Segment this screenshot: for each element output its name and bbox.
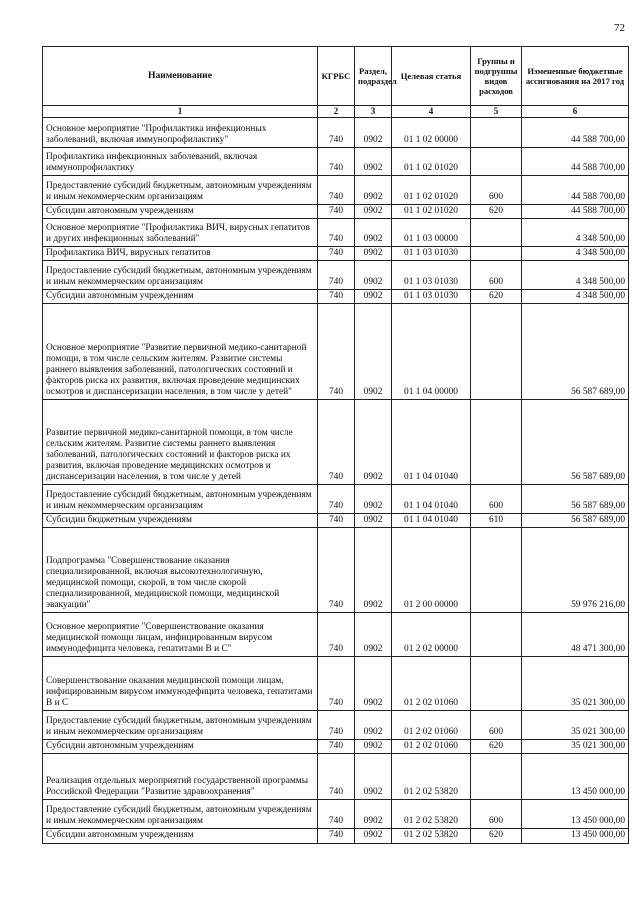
cell-name: Профилактика ВИЧ, вирусных гепатитов: [43, 247, 318, 261]
cell-section: 0902: [355, 118, 392, 148]
budget-table: [42, 46, 629, 844]
header-name: Наименование: [43, 47, 318, 106]
cell-article: 01 2 02 53820: [392, 800, 471, 829]
cell-section: 0902: [355, 514, 392, 528]
table-row: [43, 205, 629, 219]
table-row: [43, 485, 629, 514]
cell-amount: 35 021 300,00: [522, 711, 629, 740]
cell-amount: 4 348 500,00: [522, 247, 629, 261]
cell-amount: 13 450 000,00: [522, 800, 629, 829]
cell-kgrbs: 740: [318, 304, 355, 400]
header-group: Группы и подгруппы видов расходов: [471, 47, 522, 106]
cell-kgrbs: 740: [318, 290, 355, 304]
column-number: 6: [522, 106, 629, 118]
table-row: [43, 528, 629, 613]
cell-name: Субсидии автономным учреждениям: [43, 290, 318, 304]
cell-group: [471, 118, 522, 148]
cell-amount: 35 021 300,00: [522, 657, 629, 711]
cell-amount: 56 587 689,00: [522, 400, 629, 485]
header-row: [43, 47, 629, 106]
cell-name: Субсидии автономным учреждениям: [43, 829, 318, 843]
cell-section: 0902: [355, 290, 392, 304]
cell-amount: 48 471 300,00: [522, 613, 629, 657]
cell-article: 01 1 02 00000: [392, 118, 471, 148]
cell-group: 600: [471, 800, 522, 829]
cell-article: 01 1 04 01040: [392, 485, 471, 514]
cell-amount: 44 588 700,00: [522, 176, 629, 205]
cell-kgrbs: 740: [318, 400, 355, 485]
cell-article: 01 1 03 01030: [392, 261, 471, 290]
cell-kgrbs: 740: [318, 176, 355, 205]
cell-kgrbs: 740: [318, 118, 355, 148]
cell-name: Предоставление субсидий бюджетным, автономным учреждениям и иным некоммерческим организациям: [43, 261, 318, 290]
cell-article: 01 2 02 01060: [392, 740, 471, 754]
cell-kgrbs: 740: [318, 261, 355, 290]
cell-article: 01 1 02 01020: [392, 176, 471, 205]
cell-group: [471, 148, 522, 176]
cell-kgrbs: 740: [318, 514, 355, 528]
cell-section: 0902: [355, 219, 392, 247]
cell-kgrbs: 740: [318, 800, 355, 829]
cell-section: 0902: [355, 711, 392, 740]
cell-kgrbs: 740: [318, 740, 355, 754]
table-row: [43, 400, 629, 485]
cell-kgrbs: 740: [318, 829, 355, 843]
cell-amount: 59 976 216,00: [522, 528, 629, 613]
cell-name: Профилактика инфекционных заболеваний, включая иммунопрофилактику: [43, 148, 318, 176]
cell-section: 0902: [355, 400, 392, 485]
header-amount: Измененные бюджетные ассигнования на 2017 год: [522, 47, 629, 106]
table-row: [43, 118, 629, 148]
cell-kgrbs: 740: [318, 711, 355, 740]
cell-group: 600: [471, 176, 522, 205]
table-row: [43, 657, 629, 711]
cell-amount: 4 348 500,00: [522, 261, 629, 290]
cell-group: [471, 754, 522, 800]
cell-section: 0902: [355, 205, 392, 219]
cell-article: 01 2 02 53820: [392, 754, 471, 800]
cell-kgrbs: 740: [318, 148, 355, 176]
cell-section: 0902: [355, 304, 392, 400]
table-row: [43, 176, 629, 205]
table-row: [43, 829, 629, 843]
header-kgrbs: КГРБС: [318, 47, 355, 106]
cell-name: Подпрограмма "Совершенствование оказания специализированной, включая высокотехнологичную, медицинской помощи, скорой, в том числе скорой специализированной, медицинской помощи, медицинской эвакуации": [43, 528, 318, 613]
cell-name: Реализация отдельных мероприятий государственной программы Российской Федерации "Развитие здравоохранения": [43, 754, 318, 800]
cell-article: 01 1 03 01030: [392, 247, 471, 261]
table-row: [43, 740, 629, 754]
cell-section: 0902: [355, 247, 392, 261]
cell-group: 620: [471, 290, 522, 304]
cell-amount: 44 588 700,00: [522, 205, 629, 219]
cell-article: 01 1 04 01040: [392, 400, 471, 485]
cell-group: [471, 219, 522, 247]
column-number: 5: [471, 106, 522, 118]
cell-group: [471, 657, 522, 711]
cell-group: 600: [471, 485, 522, 514]
cell-group: [471, 400, 522, 485]
cell-section: 0902: [355, 657, 392, 711]
cell-article: 01 1 03 00000: [392, 219, 471, 247]
table-row: [43, 247, 629, 261]
cell-kgrbs: 740: [318, 528, 355, 613]
cell-section: 0902: [355, 485, 392, 514]
column-number: 1: [43, 106, 318, 118]
cell-name: Основное мероприятие "Профилактика инфекционных заболеваний, включая иммунопрофилактику": [43, 118, 318, 148]
cell-name: Развитие первичной медико-санитарной помощи, в том числе сельским жителям. Развитие системы раннего выявления заболеваний, патологических состояний и факторов риска их развития, включая проведение медицинских осмотров и диспансеризации населения, в том числе у детей: [43, 400, 318, 485]
column-number: 3: [355, 106, 392, 118]
table-row: [43, 754, 629, 800]
cell-article: 01 1 03 01030: [392, 290, 471, 304]
cell-section: 0902: [355, 528, 392, 613]
cell-kgrbs: 740: [318, 613, 355, 657]
cell-section: 0902: [355, 176, 392, 205]
cell-group: [471, 247, 522, 261]
cell-article: 01 2 00 00000: [392, 528, 471, 613]
cell-section: 0902: [355, 613, 392, 657]
cell-amount: 44 588 700,00: [522, 118, 629, 148]
cell-name: Основное мероприятие "Совершенствование оказания медицинской помощи лицам, инфицированным вирусом иммунодефицита человека, гепатитами В и С": [43, 613, 318, 657]
cell-section: 0902: [355, 829, 392, 843]
cell-name: Предоставление субсидий бюджетным, автономным учреждениям и иным некоммерческим организациям: [43, 485, 318, 514]
cell-name: Совершенствование оказания медицинской помощи лицам, инфицированным вирусом иммунодефицита человека, гепатитами В и С: [43, 657, 318, 711]
cell-amount: 13 450 000,00: [522, 754, 629, 800]
cell-group: [471, 304, 522, 400]
cell-name: Предоставление субсидий бюджетным, автономным учреждениям и иным некоммерческим организациям: [43, 711, 318, 740]
column-number-row: [43, 106, 629, 118]
cell-group: [471, 613, 522, 657]
cell-name: Субсидии автономным учреждениям: [43, 740, 318, 754]
cell-name: Субсидии бюджетным учреждениям: [43, 514, 318, 528]
table-row: [43, 148, 629, 176]
cell-section: 0902: [355, 261, 392, 290]
cell-amount: 56 587 689,00: [522, 514, 629, 528]
cell-section: 0902: [355, 800, 392, 829]
cell-article: 01 1 04 00000: [392, 304, 471, 400]
cell-article: 01 2 02 01060: [392, 711, 471, 740]
cell-article: 01 1 02 01020: [392, 205, 471, 219]
cell-name: Основное мероприятие "Профилактика ВИЧ, вирусных гепатитов и других инфекционных заболеваний": [43, 219, 318, 247]
cell-amount: 35 021 300,00: [522, 740, 629, 754]
table-row: [43, 613, 629, 657]
cell-group: 620: [471, 829, 522, 843]
cell-section: 0902: [355, 740, 392, 754]
cell-section: 0902: [355, 148, 392, 176]
table-row: [43, 514, 629, 528]
cell-kgrbs: 740: [318, 754, 355, 800]
cell-article: 01 2 02 00000: [392, 613, 471, 657]
header-section: Раздел, подраздел: [355, 47, 392, 106]
cell-name: Субсидии автономным учреждениям: [43, 205, 318, 219]
cell-group: 600: [471, 711, 522, 740]
cell-group: 600: [471, 261, 522, 290]
table-row: [43, 290, 629, 304]
table-row: [43, 261, 629, 290]
cell-amount: 4 348 500,00: [522, 290, 629, 304]
cell-group: 610: [471, 514, 522, 528]
table-row: [43, 800, 629, 829]
cell-amount: 4 348 500,00: [522, 219, 629, 247]
cell-article: 01 2 02 01060: [392, 657, 471, 711]
cell-name: Предоставление субсидий бюджетным, автономным учреждениям и иным некоммерческим организациям: [43, 800, 318, 829]
cell-kgrbs: 740: [318, 219, 355, 247]
cell-kgrbs: 740: [318, 485, 355, 514]
column-number: 2: [318, 106, 355, 118]
cell-name: Предоставление субсидий бюджетным, автономным учреждениям и иным некоммерческим организациям: [43, 176, 318, 205]
cell-group: 620: [471, 205, 522, 219]
page-number: 72: [614, 22, 625, 34]
cell-amount: 13 450 000,00: [522, 829, 629, 843]
header-article: Целевая статья: [392, 47, 471, 106]
cell-group: 620: [471, 740, 522, 754]
table-row: [43, 219, 629, 247]
cell-section: 0902: [355, 754, 392, 800]
cell-article: 01 1 02 01020: [392, 148, 471, 176]
cell-amount: 56 587 689,00: [522, 304, 629, 400]
cell-amount: 44 588 700,00: [522, 148, 629, 176]
table-body: [43, 118, 629, 844]
table-row: [43, 711, 629, 740]
cell-kgrbs: 740: [318, 657, 355, 711]
cell-article: 01 1 04 01040: [392, 514, 471, 528]
cell-kgrbs: 740: [318, 247, 355, 261]
column-number: 4: [392, 106, 471, 118]
cell-group: [471, 528, 522, 613]
cell-name: Основное мероприятие "Развитие первичной медико-санитарной помощи, в том числе сельским жителям. Развитие системы раннего выявления заболеваний, патологических состояний и факторов риска их развития, включая проведение медицинских осмотров и диспансеризации населения, в том числе у детей": [43, 304, 318, 400]
cell-amount: 56 587 689,00: [522, 485, 629, 514]
cell-kgrbs: 740: [318, 205, 355, 219]
table-row: [43, 304, 629, 400]
cell-article: 01 2 02 53820: [392, 829, 471, 843]
